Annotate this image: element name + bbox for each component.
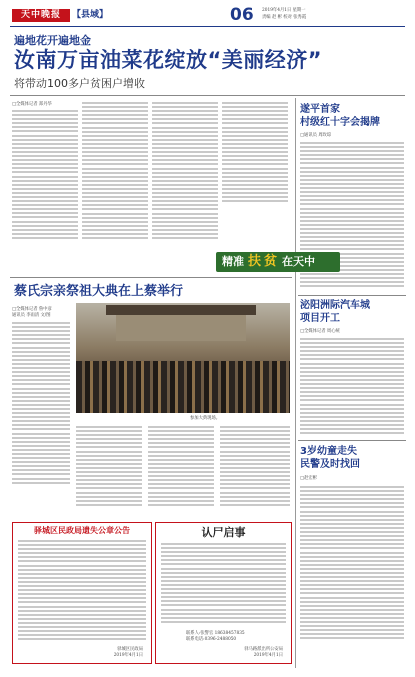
notice-left — [12, 522, 152, 664]
story2-byline-1: □全媒体记者 鲁中彦 — [12, 307, 52, 312]
lead-body-col-2 — [82, 102, 148, 241]
story4-headline-2: 民警及时找回 — [300, 459, 360, 470]
lead-rule — [10, 95, 405, 96]
date-line: 2019年4月1日 星期一 — [262, 8, 306, 13]
column-divider — [295, 98, 296, 668]
story2-body-col-3 — [148, 426, 214, 508]
logo-text: 天中晚报 — [20, 10, 61, 20]
banner-text-c: 贫 — [264, 254, 278, 269]
photo-roof — [106, 305, 256, 315]
lead-headline: 汝南万亩油菜花绽放“美丽经济” — [14, 48, 323, 72]
feature-right-subtitle: 村级红十字会揭牌 — [300, 117, 380, 128]
notice-right-footer-2: 2019年4月1日 — [253, 653, 283, 658]
notice-left-footer-1: 驿城区民政局 — [117, 647, 143, 652]
story2-body-col-1 — [12, 322, 70, 486]
poverty-banner — [216, 252, 340, 272]
section-name: 【县域】 — [72, 10, 109, 20]
story4-rule — [298, 440, 406, 441]
lead-body-col-3 — [152, 102, 218, 241]
notice-left-footer-2: 2019年4月1日 — [113, 653, 143, 658]
masthead-rule — [10, 26, 405, 27]
story4-headline-1: 3岁幼童走失 — [300, 446, 357, 457]
lead-body-col-4 — [222, 102, 288, 204]
lead-body-col-1 — [12, 110, 78, 241]
notice-right-contact: 联系人:张警官 18638457835 — [186, 631, 245, 636]
lead-kicker: 遍地花开遍地金 — [14, 34, 91, 47]
story3-headline-1: 泌阳洲际汽车城 — [300, 300, 370, 311]
story3-body — [300, 338, 404, 436]
story2-byline-2: 通讯员 李雨清 文/图 — [12, 313, 51, 318]
story2-headline: 蔡氏宗亲祭祖大典在上蔡举行 — [14, 284, 184, 299]
notice-right-body — [161, 543, 286, 625]
notice-right-footer-1: 驿马路派出所公安局 — [244, 647, 283, 652]
photo-building — [116, 311, 246, 341]
banner-text-d: 在天中 — [282, 255, 315, 268]
story2-body-col-2 — [76, 426, 142, 508]
story4-body — [300, 486, 404, 642]
notice-right-title: 认尸启事 — [201, 526, 246, 539]
story3-rule — [298, 295, 406, 296]
story3-headline-2: 项目开工 — [300, 313, 340, 324]
editor-line: 责编 赵 彬 校对 张秀霞 — [262, 15, 307, 20]
notice-right — [155, 522, 292, 664]
story3-byline: □全媒体记者 周心统 — [300, 329, 340, 334]
notice-left-body — [18, 540, 146, 642]
banner-text-b: 扶 — [248, 254, 262, 269]
photo-caption: 参加大典现场。 — [190, 416, 221, 421]
notice-right-contact-2: 联系电话:0396-2488050 — [186, 637, 237, 642]
feature-right-title: 遂平首家 — [300, 104, 340, 115]
feature-right-byline: □通讯员 周玫琼 — [300, 133, 332, 138]
lead-subhead: 将带动100多户贫困户增收 — [14, 77, 145, 90]
story2-rule — [10, 277, 292, 278]
ceremony-photo — [76, 303, 290, 413]
banner-text-a: 精准 — [222, 255, 244, 268]
story4-byline: □赵宏彬 — [300, 476, 317, 481]
page-number: 06 — [230, 5, 254, 25]
notice-left-title: 驿城区民政局遗失公章公告 — [34, 526, 130, 535]
story2-body-col-4 — [220, 426, 290, 508]
photo-crowd — [76, 361, 290, 413]
masthead-logo — [12, 9, 70, 22]
lead-byline: □全媒体记者 郑丹华 — [12, 102, 52, 107]
